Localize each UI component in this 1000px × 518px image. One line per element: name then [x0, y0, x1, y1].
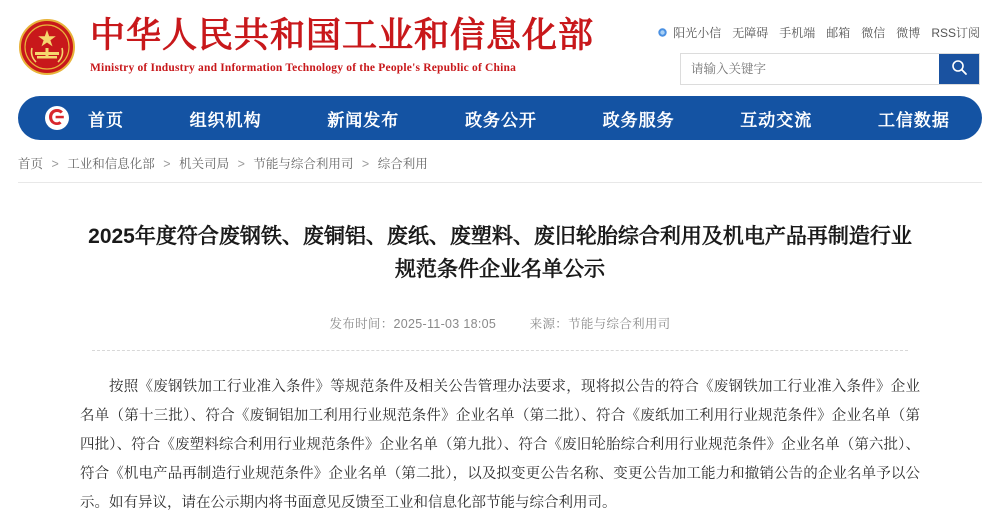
meta-divider: [92, 350, 908, 351]
nav-item-organization[interactable]: 组织机构: [189, 110, 262, 130]
source-label: 来源：: [529, 317, 569, 332]
search-bar: [680, 53, 980, 85]
breadcrumb-item-miit[interactable]: 工业和信息化部: [67, 157, 155, 171]
breadcrumb-separator: >: [51, 157, 59, 171]
top-link-sunshine[interactable]: [656, 24, 721, 41]
top-link-rss[interactable]: RSS订阅: [931, 26, 980, 40]
site-title-en: Ministry of Industry and Information Technology of the People's Republic of China: [90, 62, 517, 75]
article: [0, 221, 1000, 518]
top-link-mobile[interactable]: 手机端: [779, 26, 816, 40]
nav-items: [88, 106, 956, 131]
breadcrumb-item-departments[interactable]: 机关司局: [179, 157, 230, 171]
breadcrumb-separator: >: [361, 157, 370, 171]
article-meta: [80, 314, 920, 332]
publish-time-value: 2025-11-03 18:05: [393, 317, 497, 332]
site-title-block: [90, 14, 594, 74]
site-header: [0, 0, 1000, 96]
article-body: 按照《废钢铁加工行业准入条件》等规范条件及相关公告管理办法要求，现将拟公告的符合《废钢铁加工行业准入条件》企业名单（第十三批）、符合《废铜铝加工利用行业规范条件》企业名单（第二批）、符合《废纸加工利用行业规范条件》企业名单（第四批）、符合《废塑料综合利用行业规范条件》企业名单（第九批）、符合《废旧轮胎综合利用行业规范条件》企业名单（第六批）、符合《机电产品再制造行业规范条件》企业名单（第二批），以及拟变更公告名称、变更公告加工能力和撤销公告的企业名单予以公示。如有异议，请在公示期内将书面意见反馈至工业和信息化部节能与综合利用司。: [80, 379, 920, 512]
header-right: [673, 14, 980, 85]
search-button[interactable]: [939, 54, 979, 84]
site-title-cn: 中华人民共和国工业和信息化部: [90, 16, 595, 55]
breadcrumb-item-comprehensive-utilization[interactable]: 综合利用: [377, 157, 428, 171]
breadcrumb-separator: >: [163, 157, 171, 171]
nav-item-industry-data[interactable]: 工信数据: [877, 110, 950, 130]
nav-item-home[interactable]: 首页: [88, 110, 124, 130]
search-icon: [951, 59, 968, 79]
breadcrumb: [18, 154, 982, 183]
top-links: [673, 24, 980, 41]
publish-time-label: 发布时间：: [329, 317, 394, 332]
nav-item-government-services[interactable]: 政务服务: [602, 110, 675, 130]
nav-item-interaction[interactable]: 互动交流: [740, 110, 813, 130]
national-emblem-icon: [18, 18, 76, 76]
top-link-label[interactable]: 阳光小信: [673, 26, 722, 40]
top-link-mail[interactable]: 邮箱: [826, 26, 851, 40]
search-input[interactable]: [681, 54, 939, 84]
page-title: 2025年度符合废钢铁、废铜铝、废纸、废塑料、废旧轮胎综合利用及机电产品再制造行业规范条件企业名单公示: [88, 225, 912, 281]
nav-item-news[interactable]: 新闻发布: [327, 110, 400, 130]
breadcrumb-item-home[interactable]: 首页: [18, 157, 44, 171]
miit-logo-icon: [44, 105, 70, 131]
sun-icon: [656, 26, 669, 39]
breadcrumb-separator: >: [237, 157, 245, 171]
breadcrumb-item-energy-conservation-dept[interactable]: 节能与综合利用司: [253, 157, 354, 171]
main-nav: [18, 96, 982, 140]
top-link-accessibility[interactable]: 无障碍: [732, 26, 769, 40]
top-link-wechat[interactable]: 微信: [861, 26, 886, 40]
nav-item-government-affairs-open[interactable]: 政务公开: [464, 110, 537, 130]
source-value: 节能与综合利用司: [568, 317, 671, 332]
top-link-weibo[interactable]: 微博: [896, 26, 921, 40]
